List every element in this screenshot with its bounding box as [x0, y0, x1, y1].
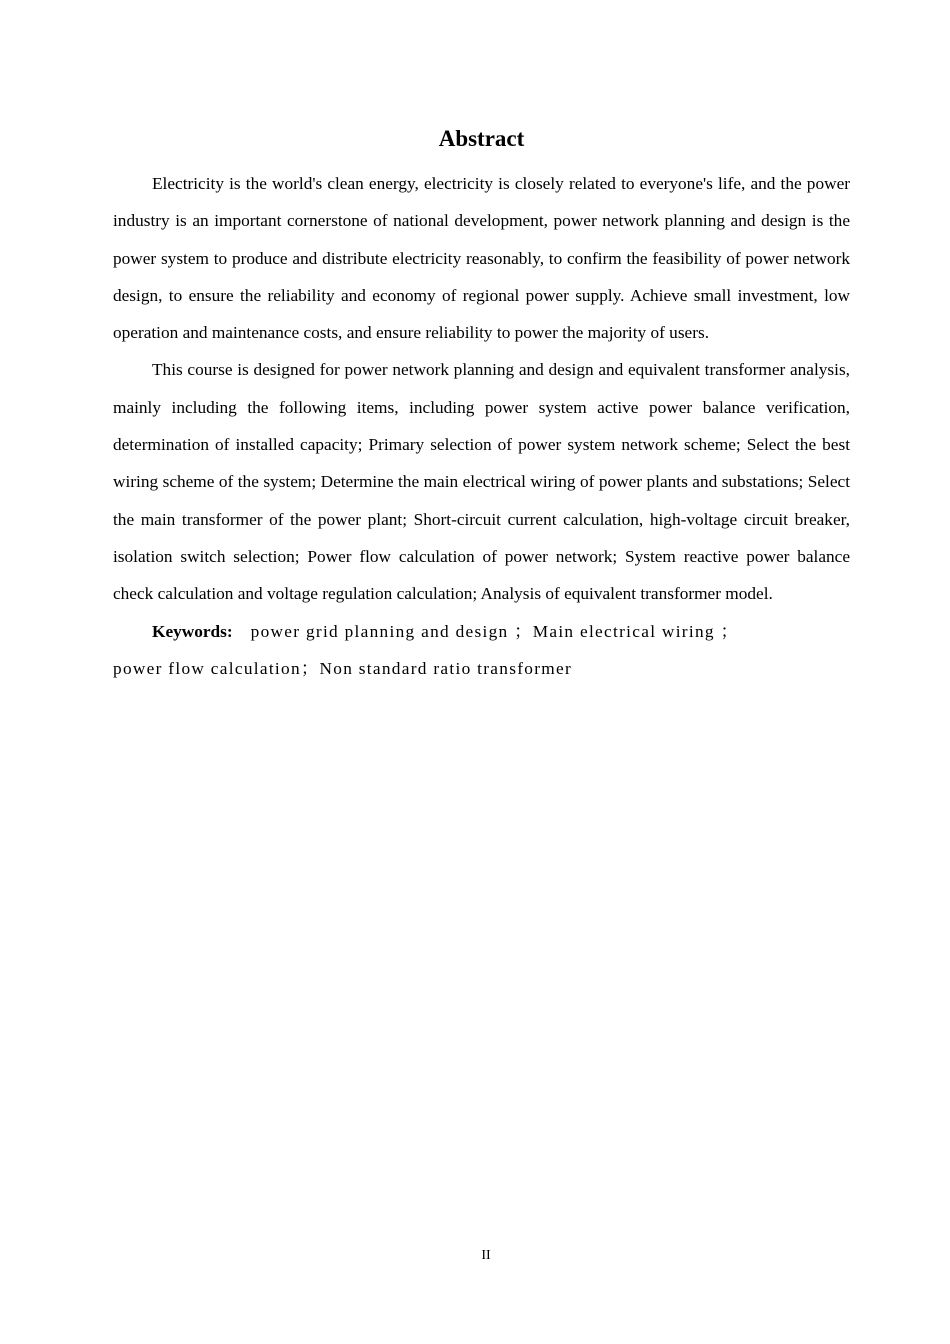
keywords-block: [113, 613, 850, 688]
abstract-paragraph-1: Electricity is the world's clean energy, electricity is closely related to everyone's life, and the power industry is an important cornerstone of national development, power network planning and design is the power system to produce and distribute electricity reasonably, to confirm the feasibility of power network design, to ensure the reliability and economy of regional power supply. Achieve small investment, low operation and maintenance costs, and ensure reliability to power the majority of users.: [113, 174, 850, 343]
keywords-line-1: power grid planning and design ；Main electrical wiring ；: [250, 621, 740, 641]
abstract-title: Abstract: [438, 126, 525, 151]
page-number: II: [481, 1248, 491, 1263]
keywords-line-2: power flow calculation；Non standard ratio transformer: [113, 658, 573, 678]
keywords-label: Keywords:: [152, 621, 233, 641]
abstract-paragraph-2: This course is designed for power network planning and design and equivalent transformer analysis, mainly including the following items, including power system active power balance verification, determination of installed capacity; Primary selection of power system network scheme; Select the best wiring scheme of the system; Determine the main electrical wiring of power plants and substations; Select the main transformer of the power plant; Short-circuit current calculation, high-voltage circuit breaker, isolation switch selection; Power flow calculation of power network; System reactive power balance check calculation and voltage regulation calculation; Analysis of equivalent transformer model.: [113, 360, 850, 604]
abstract-body: [113, 165, 850, 687]
